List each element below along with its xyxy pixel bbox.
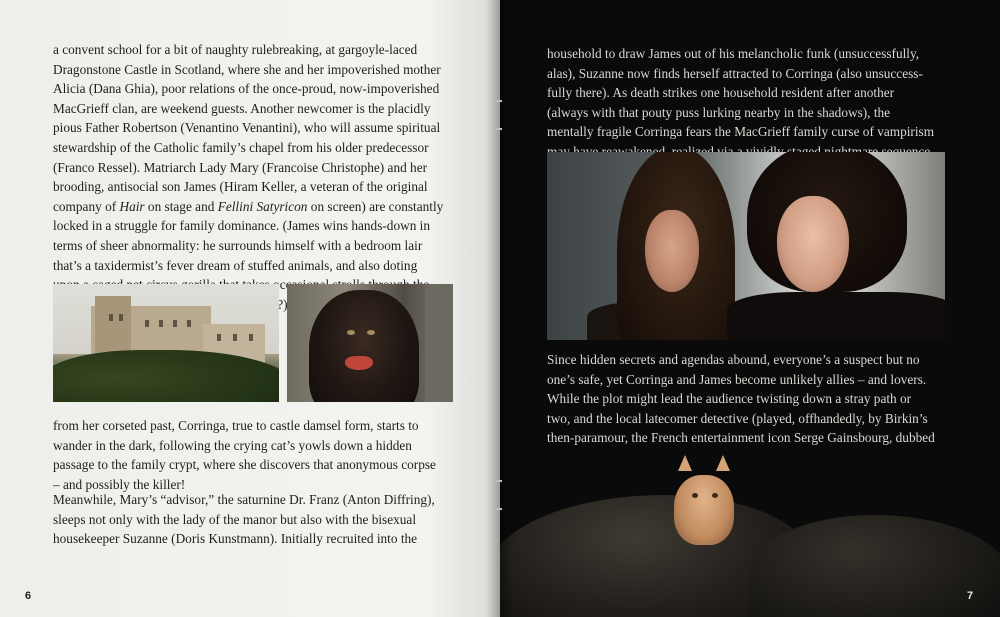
text-line: alas), Suzanne now finds herself attracted to Corringa (also unsuccess- (547, 65, 923, 81)
text-line: Alicia (Dana Ghia), poor relations of the once-proud, now-impoverished (53, 81, 440, 97)
text-run: on stage and (144, 198, 218, 214)
two-women-photo (547, 152, 945, 340)
text-line: from her corseted past, Corringa, true to castle damsel form, starts to (53, 418, 419, 433)
gorilla-photo (287, 284, 453, 402)
italic-title-fellini-satyricon: Fellini Satyricon (217, 198, 308, 214)
castle-photo (53, 284, 279, 402)
text-line: passage to the family crypt, where she discovers that anonymous corpse (53, 457, 436, 473)
text-line: sleeps not only with the lady of the manor but also with the bisexual (53, 511, 417, 527)
text-line: fully there). As death strikes one household resident after another (547, 85, 895, 101)
text-line (53, 197, 443, 217)
page-number-right: 7 (967, 590, 974, 602)
text-line: (always with that pouty puss lurking nearby in the shadows), the (547, 104, 891, 120)
left-top-paragraph (53, 40, 443, 314)
left-final-paragraph (53, 490, 435, 549)
text-line: mentally fragile Corringa fears the MacGrieff family curse of vampirism (547, 124, 935, 140)
text-line: While the plot might lead the audience twisting down a stray path or (547, 391, 912, 407)
text-line: locked in a struggle for family dominance. (James wins hands-down in (53, 218, 431, 234)
text-line: – and possibly the killer! (53, 476, 186, 492)
staple (496, 480, 502, 482)
text-line: pious Father Robertson (Venantino Venantini), who will assume spiritual (53, 120, 441, 136)
text-line: stewardship of the Catholic family’s chapel from his older predecessor (53, 139, 429, 155)
text-line: MacGrieff clan, are weekend guests. Another newcomer is the placidly (53, 100, 431, 116)
text-line: Meanwhile, Mary’s “advisor,” the saturnine Dr. Franz (Anton Diffring), (53, 492, 435, 507)
text-line: wander in the dark, following the crying cat’s yowls down a hidden (53, 437, 412, 453)
left-middle-paragraph (53, 416, 436, 494)
text-line: housekeeper Suzanne (Doris Kunstmann). Initially recruited into the (53, 531, 418, 547)
page-number-left: 6 (25, 590, 32, 602)
text-line: (Franco Ressel). Matriarch Lady Mary (Francoise Christophe) and her (53, 159, 428, 175)
text-line: two, and the local latecomer detective (played, offhandedly, by Birkin’s (547, 410, 928, 426)
right-bottom-paragraph (547, 350, 935, 448)
text-line: household to draw James out of his melancholic funk (unsuccessfully, (547, 46, 920, 61)
text-run: company of (53, 198, 120, 214)
text-run: on screen) are constantly (307, 198, 444, 214)
text-line: that’s a taxidermist’s fever dream of stuffed animals, and also doting (53, 257, 418, 273)
cat-on-rocks-photo (500, 455, 1000, 617)
text-line: Since hidden secrets and agendas abound, everyone’s a suspect but no (547, 352, 920, 367)
text-line: Dragonstone Castle in Scotland, where she and her impoverished mother (53, 61, 441, 77)
text-line: one’s safe, yet Corringa and James become unlikely allies – and lovers. (547, 371, 927, 387)
text-line: brooding, antisocial son James (Hiram Keller, a veteran of the original (53, 179, 428, 195)
right-page (500, 0, 1000, 617)
staple (496, 508, 502, 510)
staple (496, 128, 502, 130)
text-line: then-paramour, the French entertainment icon Serge Gainsbourg, dubbed (547, 430, 935, 446)
right-top-paragraph (547, 44, 934, 162)
italic-title-hair: Hair (119, 198, 145, 214)
staple (496, 100, 502, 102)
text-line: a convent school for a bit of naughty rulebreaking, at gargoyle-laced (53, 42, 418, 57)
text-line: terms of sheer abnormality: he surrounds himself with a bedroom lair (53, 237, 423, 253)
